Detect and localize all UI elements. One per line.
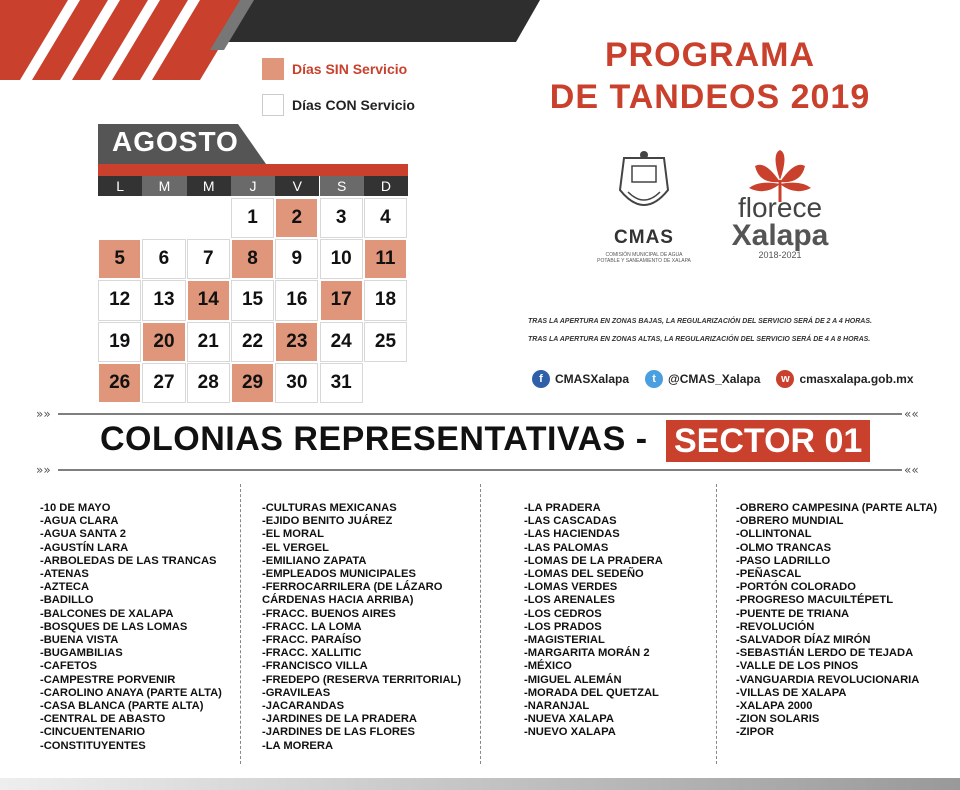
colonia-item: -LOS ARENALES: [524, 594, 615, 607]
weekday-header: V: [275, 176, 319, 196]
swatch-off: [262, 58, 284, 80]
calendar-day-no-service: 8: [231, 239, 274, 279]
florece-xalapa-logo: [712, 150, 848, 274]
colonia-item: -PEÑASCAL: [736, 568, 802, 581]
colonia-item: -LA PRADERA: [524, 502, 601, 514]
colonia-item: -OBRERO MUNDIAL: [736, 515, 844, 528]
colonia-item: -ARBOLEDAS DE LAS TRANCAS: [40, 554, 217, 567]
calendar-day-no-service: 2: [275, 198, 318, 238]
colonia-item: -EL MORAL: [262, 528, 324, 541]
title-line-1: PROGRAMA: [604, 36, 816, 74]
legend-label-on: Días CON Servicio: [292, 97, 415, 113]
weekday-header: J: [231, 176, 275, 196]
calendar-day-no-service: 14: [187, 280, 230, 320]
twitter-link[interactable]: [645, 370, 760, 388]
colonia-item: -OLMO TRANCAS: [736, 541, 832, 554]
colonia-item: -FRACC. PARAÍSO: [262, 634, 362, 647]
legend-label-off: Días SIN Servicio: [292, 61, 408, 77]
legend-item-off: [262, 56, 415, 82]
colonia-item: -FERROCARRILERA (DE LÁZARO: [262, 581, 443, 594]
calendar-day: 24: [320, 322, 363, 362]
calendar-day: 10: [320, 239, 363, 279]
colonia-item: -BADILLO: [40, 594, 94, 607]
colonia-item: -LAS CASCADAS: [524, 515, 617, 528]
sector-badge: SECTOR 01: [666, 420, 870, 462]
colonia-item: -NARANJAL: [524, 700, 590, 713]
florece-word: florece: [737, 192, 823, 223]
colonia-item: -REVOLUCIÓN: [736, 620, 815, 633]
colonia-item: -PROGRESO MACUILTÉPETL: [736, 594, 894, 607]
colonia-item: -FRANCISCO VILLA: [262, 660, 368, 673]
colonia-item: -NUEVO XALAPA: [524, 726, 616, 739]
colonias-column-2: [262, 502, 461, 753]
colonia-item: -ZION SOLARIS: [736, 713, 820, 726]
twitter-handle: @CMAS_Xalapa: [668, 372, 761, 386]
calendar-day-no-service: 5: [98, 239, 141, 279]
website-url: cmasxalapa.gob.mx: [799, 372, 914, 386]
colonia-item: -CULTURAS MEXICANAS: [262, 502, 397, 514]
month-label: AGOSTO: [112, 126, 239, 157]
colonia-item: -BALCONES DE XALAPA: [40, 607, 174, 620]
colonia-item: -CAROLINO ANAYA (PARTE ALTA): [40, 686, 222, 699]
colonia-item: -FRACC. LA LOMA: [262, 620, 362, 633]
calendar-day: 28: [187, 363, 230, 403]
facebook-handle: CMASXalapa: [555, 372, 630, 386]
colonia-item: CÁRDENAS HACIA ARRIBA): [262, 594, 414, 607]
calendar-day: 27: [142, 363, 185, 403]
colonia-item: -CENTRAL DE ABASTO: [40, 713, 166, 726]
colonia-item: -FREDEPO (RESERVA TERRITORIAL): [262, 673, 462, 686]
weekday-header: S: [320, 176, 364, 196]
colonia-item: -NUEVA XALAPA: [524, 713, 614, 726]
colonia-item: -OLLINTONAL: [736, 528, 812, 541]
colonia-item: -ZIPOR: [736, 726, 774, 739]
colonia-item: -JACARANDAS: [262, 700, 345, 713]
calendar-day: 3: [320, 198, 363, 238]
twitter-icon: t: [645, 370, 663, 388]
colonia-item: -LOS PRADOS: [524, 620, 602, 633]
calendar-day: 18: [364, 280, 407, 320]
colonia-item: -LOMAS VERDES: [524, 581, 618, 594]
notice-low-zones: TRAS LA APERTURA EN ZONAS BAJAS, LA REGULARIZACIÓN DEL SERVICIO SERÁ DE 2 A 4 HORAS.: [528, 318, 872, 325]
divider-bottom: [36, 464, 924, 476]
colonia-item: -LOS CEDROS: [524, 607, 602, 620]
calendar-day: 13: [142, 280, 185, 320]
column-separator: [716, 484, 717, 764]
calendar-day-no-service: 17: [320, 280, 363, 320]
colonia-item: -AGUA CLARA: [40, 515, 119, 528]
calendar-day: 7: [187, 239, 230, 279]
colonia-item: -FRACC. BUENOS AIRES: [262, 607, 396, 620]
weekday-header: M: [142, 176, 186, 196]
colonia-item: -GRAVILEAS: [262, 686, 331, 699]
calendar-day: 12: [98, 280, 141, 320]
colonias-column-1: [40, 502, 222, 753]
colonia-item: -MORADA DEL QUETZAL: [524, 686, 659, 699]
legend-item-on: [262, 92, 415, 118]
colonia-item: -SALVADOR DÍAZ MIRÓN: [736, 634, 871, 647]
colonia-item: -SEBASTIÁN LERDO DE TEJADA: [736, 647, 914, 660]
colonia-item: -JARDINES DE LAS FLORES: [262, 726, 415, 739]
colonia-item: -FRACC. XALLITIC: [262, 647, 362, 660]
weekday-header: L: [98, 176, 142, 196]
colonia-item: -CINCUENTENARIO: [40, 726, 146, 739]
colonia-item: -BUENA VISTA: [40, 634, 119, 647]
calendar-day: 22: [231, 322, 274, 362]
calendar-day: 31: [320, 363, 363, 403]
bottom-bar: [0, 778, 960, 790]
colonia-item: -JARDINES DE LA PRADERA: [262, 713, 417, 726]
svg-text:««: ««: [904, 408, 919, 420]
calendar-header-bar: [98, 164, 408, 176]
colonia-item: -MAGISTERIAL: [524, 634, 605, 647]
notice-high-zones: TRAS LA APERTURA EN ZONAS ALTAS, LA REGULARIZACIÓN DEL SERVICIO SERÁ DE 4 A 8 HORAS.: [528, 336, 871, 343]
colonia-item: -EMILIANO ZAPATA: [262, 554, 367, 567]
colonia-item: -MIGUEL ALEMÁN: [524, 673, 622, 686]
colonia-item: -CASA BLANCA (PARTE ALTA): [40, 700, 204, 713]
calendar-day: 16: [275, 280, 318, 320]
colonia-item: -EJIDO BENITO JUÁREZ: [262, 515, 393, 528]
colonia-item: -MARGARITA MORÁN 2: [524, 647, 650, 660]
calendar-day: 19: [98, 322, 141, 362]
colonia-item: -LOMAS DE LA PRADERA: [524, 554, 663, 567]
section-title: COLONIAS REPRESENTATIVAS -: [100, 420, 648, 458]
colonia-item: -AGUA SANTA 2: [40, 528, 126, 541]
calendar-day: 30: [275, 363, 318, 403]
colonia-item: -LAS PALOMAS: [524, 541, 609, 554]
column-separator: [480, 484, 481, 764]
colonia-item: -LAS HACIENDAS: [524, 528, 620, 541]
colonia-item: -CONSTITUYENTES: [40, 739, 146, 752]
website-link[interactable]: [776, 370, 913, 388]
calendar-day-no-service: 20: [142, 322, 185, 362]
colonias-column-3: [524, 502, 663, 740]
calendar-day: 1: [231, 198, 274, 238]
web-icon: w: [776, 370, 794, 388]
swatch-on: [262, 94, 284, 116]
facebook-link[interactable]: [532, 370, 629, 388]
colonia-item: -XALAPA 2000: [736, 700, 813, 713]
colonia-item: -AZTECA: [40, 581, 90, 594]
facebook-icon: f: [532, 370, 550, 388]
colonia-item: -EMPLEADOS MUNICIPALES: [262, 568, 416, 581]
colonia-item: -LOMAS DEL SEDEÑO: [524, 568, 644, 581]
calendar-day-no-service: 26: [98, 363, 141, 403]
colonia-item: -BUGAMBILIAS: [40, 647, 123, 660]
colonia-item: -ATENAS: [40, 568, 89, 581]
cmas-subtitle: COMISIÓN MUNICIPAL DE AGUA POTABLE Y SANEAMIENTO DE XALAPA: [597, 252, 691, 264]
svg-text:»»: »»: [36, 464, 51, 476]
colonia-item: -VALLE DE LOS PINOS: [736, 660, 859, 673]
colonia-item: -VANGUARDIA REVOLUCIONARIA: [736, 673, 920, 686]
colonia-item: -CAFETOS: [40, 660, 97, 673]
colonia-item: -PORTÓN COLORADO: [736, 581, 856, 594]
crest-icon: [614, 150, 674, 220]
colonias-column-4: [736, 502, 937, 740]
colonia-item: -OBRERO CAMPESINA (PARTE ALTA): [736, 502, 938, 514]
column-separator: [240, 484, 241, 764]
colonia-item: -PASO LADRILLO: [736, 554, 831, 567]
title-line-2: DE TANDEOS 2019: [549, 78, 871, 116]
legend: [262, 56, 415, 128]
colonia-item: -VILLAS DE XALAPA: [736, 686, 847, 699]
years-label: 2018-2021: [758, 250, 802, 260]
colonia-item: -LA MORERA: [262, 739, 334, 752]
colonia-item: -BOSQUES DE LAS LOMAS: [40, 620, 188, 633]
colonia-item: -EL VERGEL: [262, 541, 329, 554]
weekday-header: D: [364, 176, 408, 196]
svg-text:««: ««: [904, 464, 919, 476]
cmas-logo: [596, 150, 692, 274]
page-title: [520, 34, 900, 118]
calendar-day: 15: [231, 280, 274, 320]
calendar-day: 4: [364, 198, 407, 238]
calendar-day: 6: [142, 239, 185, 279]
colonia-item: -10 DE MAYO: [40, 502, 111, 514]
xalapa-word: Xalapa: [731, 219, 829, 252]
cmas-name: CMAS: [614, 227, 674, 248]
colonia-item: -AGUSTÍN LARA: [40, 541, 129, 554]
calendar-day-no-service: 23: [275, 322, 318, 362]
calendar-day-no-service: 11: [364, 239, 407, 279]
colonia-item: -PUENTE DE TRIANA: [736, 607, 850, 620]
calendar-day-no-service: 29: [231, 363, 274, 403]
calendar-day: 9: [275, 239, 318, 279]
calendar-day: 25: [364, 322, 407, 362]
calendar-day: 21: [187, 322, 230, 362]
svg-text:»»: »»: [36, 408, 51, 420]
divider-top: [36, 408, 924, 420]
social-links: [532, 370, 930, 388]
colonia-item: -CAMPESTRE PORVENIR: [40, 673, 176, 686]
weekday-header: M: [187, 176, 231, 196]
colonia-item: -MÉXICO: [524, 660, 572, 673]
